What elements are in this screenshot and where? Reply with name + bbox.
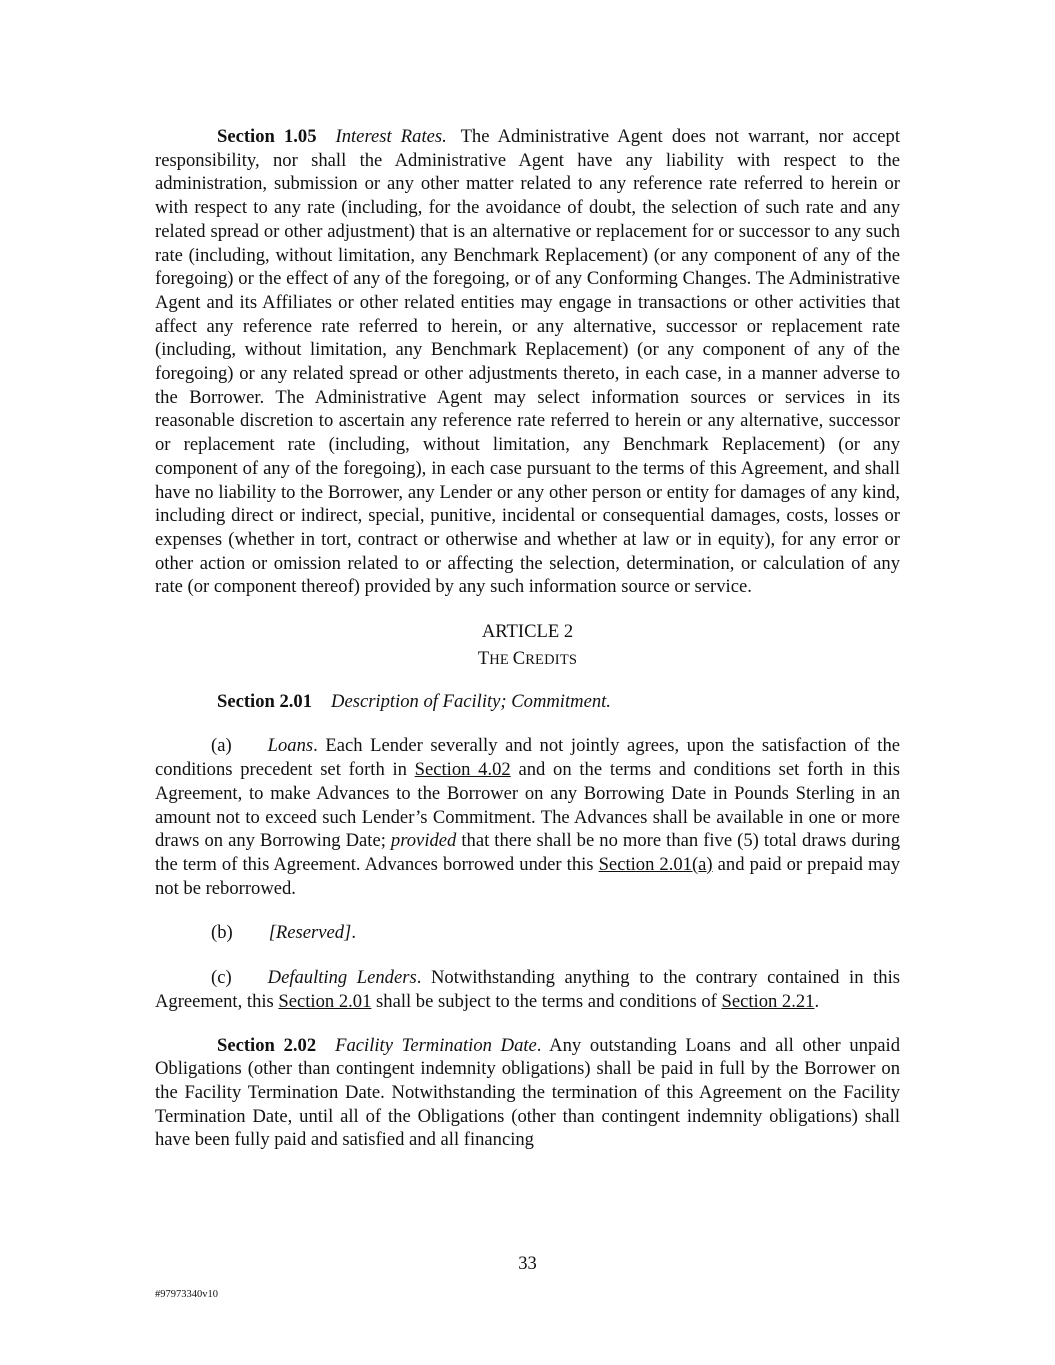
clause-a-paragraph: (a) Loans. Each Lender severally and not jointly agrees, upon the satisfaction of the conditions precedent set forth in Section 4.02 and on the terms and conditions set forth in this Agreement, to make Advances to the Borrower on any Borrowing Date in Pounds Sterling in an amount not to exceed such Lender’s Commitment. The Advances shall be available in one or more draws on any Borrowing Date; provided that there shall be no more than five (5) total draws during the term of this Agreement. Advances borrowed under this Section 2.01(a) and paid or prepaid may not be reborrowed. <box>155 735 901 899</box>
page-number: 33 <box>518 1253 537 1274</box>
article-heading: ARTICLE 2 <box>481 621 574 643</box>
clause-b-paragraph: (b) [Reserved]. <box>211 922 356 944</box>
document-page <box>155 125 900 1152</box>
clause-title: Loans <box>267 735 314 757</box>
section-title: Interest Rates. <box>335 126 447 147</box>
section-body: . Any outstanding Loans and all other unpaid Obligations (other than contingent indemnity obligations) shall be paid in full by the Borrower on the Facility Termination Date. Notwithstanding the termination of this Agreement on the Facility Termination Date, until all of the Obligations (other than contingent indemnity obligations) shall have been fully paid and satisfied and all financing <box>155 1034 901 1151</box>
cross-reference-link[interactable]: Section 4.02 <box>414 759 511 781</box>
cross-reference-link[interactable]: Section 2.01(a) <box>598 853 713 875</box>
provided-term: provided <box>390 830 457 852</box>
section-number: Section 1.05 <box>217 126 317 147</box>
cross-reference-link[interactable]: Section 2.21 <box>721 990 815 1012</box>
section-2-02-paragraph <box>155 1034 900 1153</box>
clause-title: [Reserved] <box>268 922 352 944</box>
article-title: THE CREDITS <box>477 647 578 669</box>
section-1-05-paragraph <box>155 125 900 599</box>
clause-label: (b) <box>211 922 233 944</box>
section-number: Section 2.02 <box>217 1034 317 1056</box>
clause-label: (c) <box>211 967 232 989</box>
document-id: #97973340v10 <box>155 1289 218 1300</box>
clause-c-paragraph: (c) Defaulting Lenders. Notwithstanding anything to the contrary contained in this Agreement, this Section 2.01 shall be subject to the terms and conditions of Section 2.21. <box>155 967 901 1012</box>
cross-reference-link[interactable]: Section 2.01 <box>278 990 372 1012</box>
section-title: Facility Termination Date <box>335 1034 537 1056</box>
section-number: Section 2.01 <box>217 690 313 712</box>
section-body: The Administrative Agent does not warrant, nor accept responsibility, nor shall the Administrative Agent have any liability with respect to the administration, submission or any other matter related to any reference rate referred to herein or with respect to any rate (including, for the avoidance of doubt, the selection of such rate and any related spread or other adjustment) that is an alternative or replacement for or successor to any such rate (including, without limitation, any Benchmark Replacement) (or any component of any of the foregoing) or the effect of any of the foregoing, or of any Conforming Changes. The Administrative Agent and its Affiliates or other related entities may engage in transactions or other activities that affect any reference rate referred to herein, or any alternative, successor or replacement rate (including, without limitation, any Benchmark Replacement) (or any component of any of the foregoing) or any related spread or other adjustments thereto, in each case, in a manner adverse to the Borrower. The Administrative Agent may select information sources or services in its reasonable discretion to ascertain any reference rate referred to herein or any alternative, successor or replacement rate (including, without limitation, any Benchmark Replacement) (or any component of any of the foregoing), in each case pursuant to the terms of this Agreement, and shall have no liability to the Borrower, any Lender or any other person or entity for damages of any kind, including direct or indirect, special, punitive, incidental or consequential damages, costs, losses or expenses (whether in tort, contract or otherwise and whether at law or in equity), for any error or other action or omission related to or affecting the selection, determination, or calculation of any rate (or component thereof) provided by any such information source or service. <box>155 126 900 598</box>
clause-title: Defaulting Lenders <box>267 967 417 989</box>
section-title: Description of Facility; Commitment. <box>331 690 611 712</box>
section-2-01-heading <box>155 690 900 714</box>
clause-label: (a) <box>211 735 232 757</box>
